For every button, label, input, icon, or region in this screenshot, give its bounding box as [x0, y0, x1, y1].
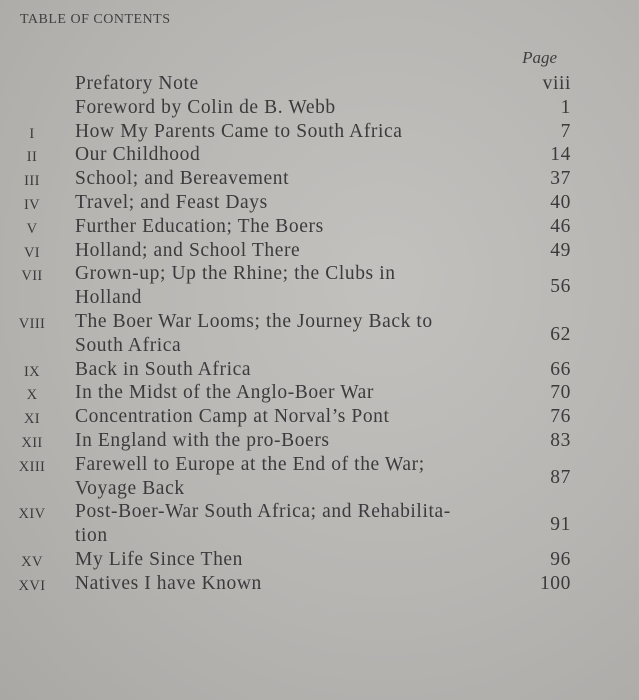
- page-number: 46: [550, 215, 571, 237]
- page-number: viii: [542, 73, 571, 94]
- toc-entry: [0, 167, 639, 191]
- chapter-title-line: Our Childhood: [75, 144, 201, 166]
- chapter-number: II: [26, 149, 38, 166]
- page-number: 56: [550, 276, 571, 298]
- chapter-title: [75, 548, 530, 572]
- chapter-number: XIV: [18, 506, 46, 523]
- toc-entry: [0, 96, 639, 120]
- chapter-title-line: In the Midst of the Anglo-Boer War: [75, 382, 375, 404]
- toc-entry: [0, 500, 639, 548]
- chapter-number: I: [29, 125, 35, 142]
- chapter-number: X: [26, 387, 38, 404]
- page-column-label: Page: [522, 48, 557, 67]
- toc-entry: [0, 239, 639, 263]
- page-number: 14: [550, 144, 571, 166]
- chapter-title-line: Foreword by Colin de B. Webb: [75, 96, 336, 118]
- chapter-title-line: Holland; and School There: [75, 239, 301, 261]
- chapter-title-line: Further Education; The Boers: [75, 215, 324, 237]
- toc-entry: [0, 191, 639, 215]
- page-number: 91: [550, 514, 571, 536]
- chapter-number: VI: [23, 244, 41, 261]
- toc-entry: [0, 572, 639, 596]
- toc-entry: [0, 310, 639, 358]
- toc-entry: [0, 405, 639, 429]
- page-number: 37: [550, 168, 571, 190]
- toc-entry: [0, 429, 639, 453]
- page-number: 87: [550, 466, 571, 488]
- chapter-title-line: The Boer War Looms; the Journey Back to: [75, 310, 433, 332]
- chapter-title: [75, 167, 530, 191]
- chapter-title-line: Prefatory Note: [75, 73, 199, 94]
- toc-entry: [0, 548, 639, 572]
- chapter-title-line: South Africa: [75, 334, 182, 356]
- chapter-title-line: Concentration Camp at Norval’s Pont: [75, 406, 390, 428]
- chapter-title-line: Natives I have Known: [75, 572, 262, 594]
- page-number: 100: [539, 572, 571, 594]
- chapter-title-line: Post-Boer-War South Africa; and Rehabilita-: [75, 501, 451, 523]
- chapter-title: [75, 500, 530, 548]
- toc-entry: [0, 358, 639, 382]
- chapter-title-line: School; and Bereavement: [75, 168, 290, 190]
- chapter-number: XI: [23, 411, 41, 428]
- chapter-number: VIII: [18, 315, 46, 332]
- chapter-title: [75, 381, 530, 405]
- chapter-title: [75, 72, 530, 96]
- chapter-number: XVI: [18, 577, 46, 594]
- chapter-title: [75, 453, 530, 501]
- chapter-title: [75, 405, 530, 429]
- chapter-number: V: [26, 220, 38, 237]
- page-number: 7: [560, 120, 571, 142]
- chapter-title: [75, 310, 530, 358]
- page-number: 62: [550, 324, 571, 346]
- chapter-title-line: My Life Since Then: [75, 548, 244, 570]
- chapter-title-line: Holland: [75, 287, 143, 309]
- toc-entry: [0, 120, 639, 144]
- page-number: 96: [550, 548, 571, 570]
- chapter-number: IX: [23, 363, 41, 380]
- chapter-number: IV: [23, 196, 41, 213]
- chapter-title: [75, 96, 530, 120]
- chapter-number: III: [24, 173, 40, 190]
- page-number: 66: [550, 358, 571, 380]
- chapter-title-line: In England with the pro-Boers: [75, 429, 330, 451]
- chapter-title-line: Travel; and Feast Days: [75, 191, 268, 213]
- toc-entry: [0, 381, 639, 405]
- chapter-title: [75, 191, 530, 215]
- page-number: 83: [550, 429, 571, 451]
- page-number: 70: [550, 382, 571, 404]
- chapter-title-line: Farewell to Europe at the End of the War;: [75, 453, 425, 475]
- toc-entry: [0, 72, 639, 96]
- page-number: 76: [550, 406, 571, 428]
- page-heading: TABLE OF CONTENTS: [20, 12, 171, 27]
- chapter-title: [75, 262, 530, 310]
- chapter-title-line: How My Parents Came to South Africa: [75, 120, 403, 142]
- chapter-title: [75, 215, 530, 239]
- chapter-number: VII: [21, 268, 43, 285]
- chapter-title-line: tion: [75, 525, 108, 547]
- chapter-title: [75, 358, 530, 382]
- toc-entry: [0, 262, 639, 310]
- toc-entry: [0, 215, 639, 239]
- toc-entry: [0, 453, 639, 501]
- page-number: 49: [550, 239, 571, 261]
- page-number: 40: [550, 191, 571, 213]
- toc-entry: [0, 143, 639, 167]
- chapter-title: [75, 429, 530, 453]
- chapter-title: [75, 239, 530, 263]
- chapter-title-line: Voyage Back: [75, 477, 185, 499]
- table-of-contents: [0, 72, 639, 596]
- chapter-number: XII: [21, 434, 43, 451]
- chapter-title-line: Grown-up; Up the Rhine; the Clubs in: [75, 263, 396, 285]
- chapter-title-line: Back in South Africa: [75, 358, 252, 380]
- chapter-title: [75, 120, 530, 144]
- chapter-title: [75, 143, 530, 167]
- chapter-number: XIII: [18, 458, 46, 475]
- page-number: 1: [560, 96, 571, 118]
- chapter-title: [75, 572, 530, 596]
- chapter-number: XV: [21, 553, 43, 570]
